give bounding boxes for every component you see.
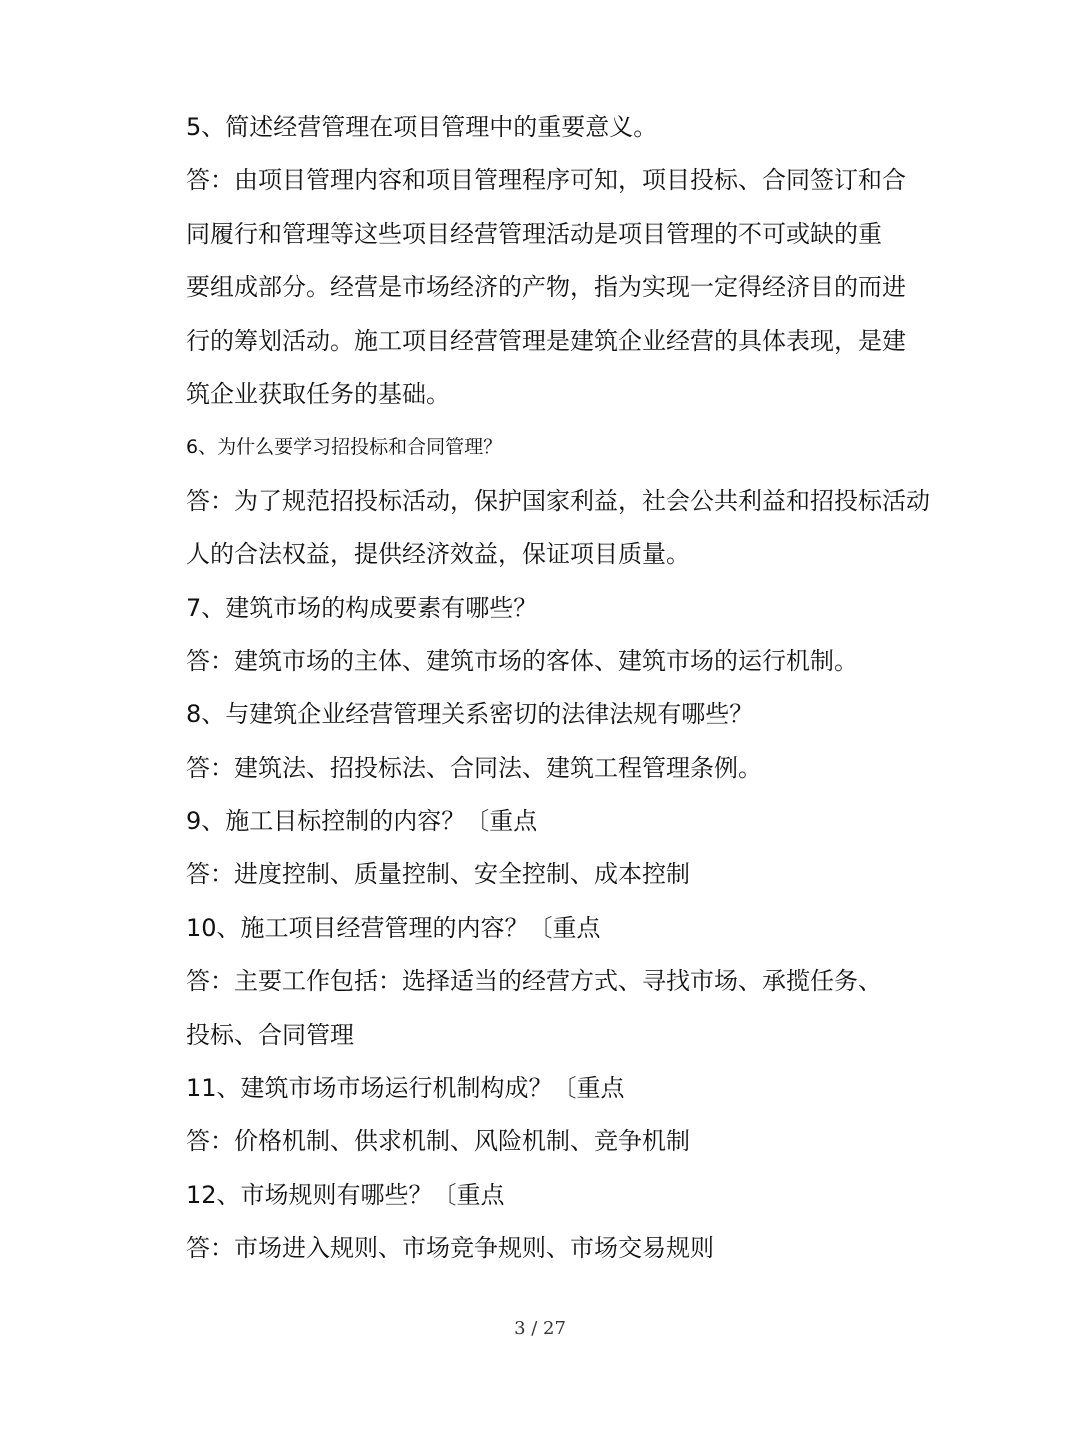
answer-6-line-1: 答：为了规范招投标活动，保护国家利益，社会公共利益和招投标活动 [186, 486, 930, 515]
answer-11: 答：价格机制、供求机制、风险机制、竞争机制 [186, 1127, 690, 1156]
question-10: 10、施工项目经营管理的内容？〔重点 [186, 913, 601, 942]
document-body [186, 101, 930, 1276]
answer-8: 答：建筑法、招投标法、合同法、建筑工程管理条例。 [186, 753, 762, 782]
question-5: 5、简述经营管理在项目管理中的重要意义。 [186, 113, 658, 141]
question-12: 12、市场规则有哪些？〔重点 [186, 1180, 505, 1209]
question-11: 11、建筑市场市场运行机制构成？〔重点 [186, 1074, 625, 1103]
question-7: 7、建筑市场的构成要素有哪些？ [186, 593, 538, 622]
answer-5-line-3: 要组成部分。经营是市场经济的产物，指为实现一定得经济目的而进 [186, 273, 906, 302]
page-number: 3 / 27 [514, 1318, 566, 1339]
answer-5-line-1: 答：由项目管理内容和项目管理程序可知，项目投标、合同签订和合 [186, 166, 906, 195]
question-8: 8、与建筑企业经营管理关系密切的法律法规有哪些？ [186, 700, 754, 729]
question-6: 6、为什么要学习招投标和合同管理？ [186, 436, 503, 459]
answer-12: 答：市场进入规则、市场竞争规则、市场交易规则 [186, 1234, 714, 1263]
answer-6-line-2: 人的合法权益，提供经济效益，保证项目质量。 [186, 540, 690, 569]
answer-7: 答：建筑市场的主体、建筑市场的客体、建筑市场的运行机制。 [186, 646, 858, 675]
answer-10-line-1: 答：主要工作包括：选择适当的经营方式、寻找市场、承揽任务、 [186, 967, 882, 996]
answer-5-line-5: 筑企业获取任务的基础。 [186, 379, 450, 408]
answer-5-line-2: 同履行和管理等这些项目经营管理活动是项目管理的不可或缺的重 [186, 219, 882, 248]
answer-5-line-4: 行的筹划活动。施工项目经营管理是建筑企业经营的具体表现，是建 [186, 326, 906, 355]
answer-10-line-2: 投标、合同管理 [186, 1020, 354, 1049]
answer-9: 答：进度控制、质量控制、安全控制、成本控制 [186, 860, 690, 889]
question-9: 9、施工目标控制的内容？〔重点 [186, 807, 538, 836]
